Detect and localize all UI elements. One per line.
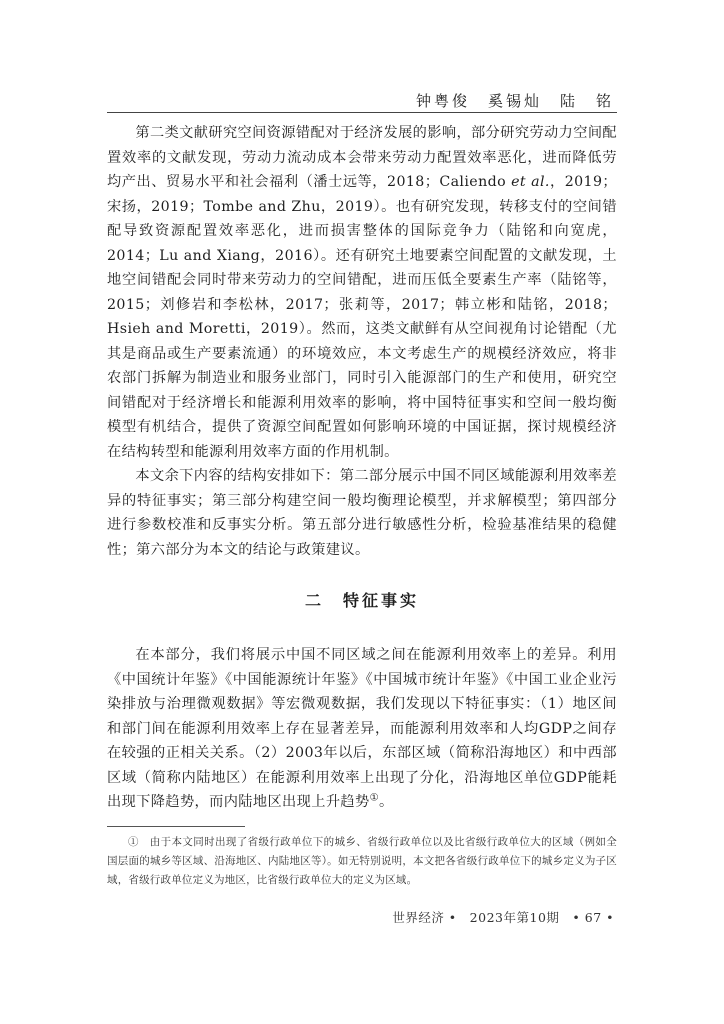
paragraph-text: 在本部分，我们将展示中国不同区域之间在能源利用效率上的差异。利用《中国统计年鉴》《中国能源统计年鉴》《中国城市统计年鉴》《中国工业企业污染排放与治理微观数据》等宏微观数据，我们发现以下特征事实：（1）地区间和部门间在能源利用效率上存在显著差异，而能源利用效率和人均GDP之间存在较强的正相关关系。（2）2003年以后，东部区域（简称沿海地区）和中西部区域（简称内陆地区）在能源利用效率上出现了分化，沿海地区单位GDP能耗出现下降趋势，而内陆地区出现上升趋势 <box>107 647 617 810</box>
paragraph-text: 。 <box>378 794 394 810</box>
paragraph-literature-review <box>107 121 617 464</box>
header-rule <box>107 112 617 113</box>
paragraph-structure: 本文余下内容的结构安排如下：第二部分展示中国不同区域能源利用效率差异的特征事实；第三部分构建空间一般均衡理论模型，并求解模型；第四部分进行参数校准和反事实分析。第五部分进行敏感性分析，检验基准结果的稳健性；第六部分为本文的结论与政策建议。 <box>107 468 617 558</box>
paragraph-text: 第二类文献研究空间资源错配对于经济发展的影响，部分研究劳动力空间配置效率的文献发现，劳动力流动成本会带来劳动力配置效率恶化，进而降低劳均产出、贸易水平和社会福利（潘士远等，2018；Caliendo <box>107 125 617 190</box>
italic-text: et al. <box>511 174 550 190</box>
footnote-marker[interactable]: ① <box>369 792 379 804</box>
running-header-authors: 钟粤俊 奚锡灿 陆 铭 <box>415 92 614 110</box>
page-footer: 世界经济 • 2023年第10期 • 67 • <box>392 910 614 925</box>
footnote-rule <box>107 826 245 827</box>
paragraph-text: ，2019；宋扬，2019；Tombe and Zhu，2019）。也有研究发现，转移支付的空间错配导致资源配置效率恶化，进而损害整体的国际竞争力（陆铭和向宽虎，2014；Lu and Xiang，2016）。还有研究土地要素空间配置的文献发现，土地空间错配会同时带来劳动力的空间错配，进而压低全要素生产率（陆铭等，2015；刘修岩和李松林，2017；张莉等，2017；韩立彬和陆铭，2018；Hsieh and Moretti，2019）。然而，这类文献鲜有从空间视角讨论错配（尤其是商品或生产要素流通）的环境效应，本文考虑生产的规模经济效应，将非农部门拆解为制造业和服务业部门，同时引入能源部门的生产和使用，研究空间错配对于经济增长和能源利用效率的影响，将中国特征事实和空间一般均衡模型有机结合，提供了资源空间配置如何影响环境的中国证据，探讨规模经济在结构转型和能源利用效率方面的作用机制。 <box>107 174 617 460</box>
footnote: ① 由于本文同时出现了省级行政单位下的城乡、省级行政单位以及比省级行政单位大的区域（例如全国层面的城乡等区域、沿海地区、内陆地区等）。如无特别说明，本文把各省级行政单位下的城乡定义为子区域，省级行政单位定义为地区，比省级行政单位大的定义为区域。 <box>107 836 617 886</box>
article-body <box>107 121 617 815</box>
paragraph-stylized-facts <box>107 643 617 815</box>
section-heading: 二 特征事实 <box>304 591 419 610</box>
